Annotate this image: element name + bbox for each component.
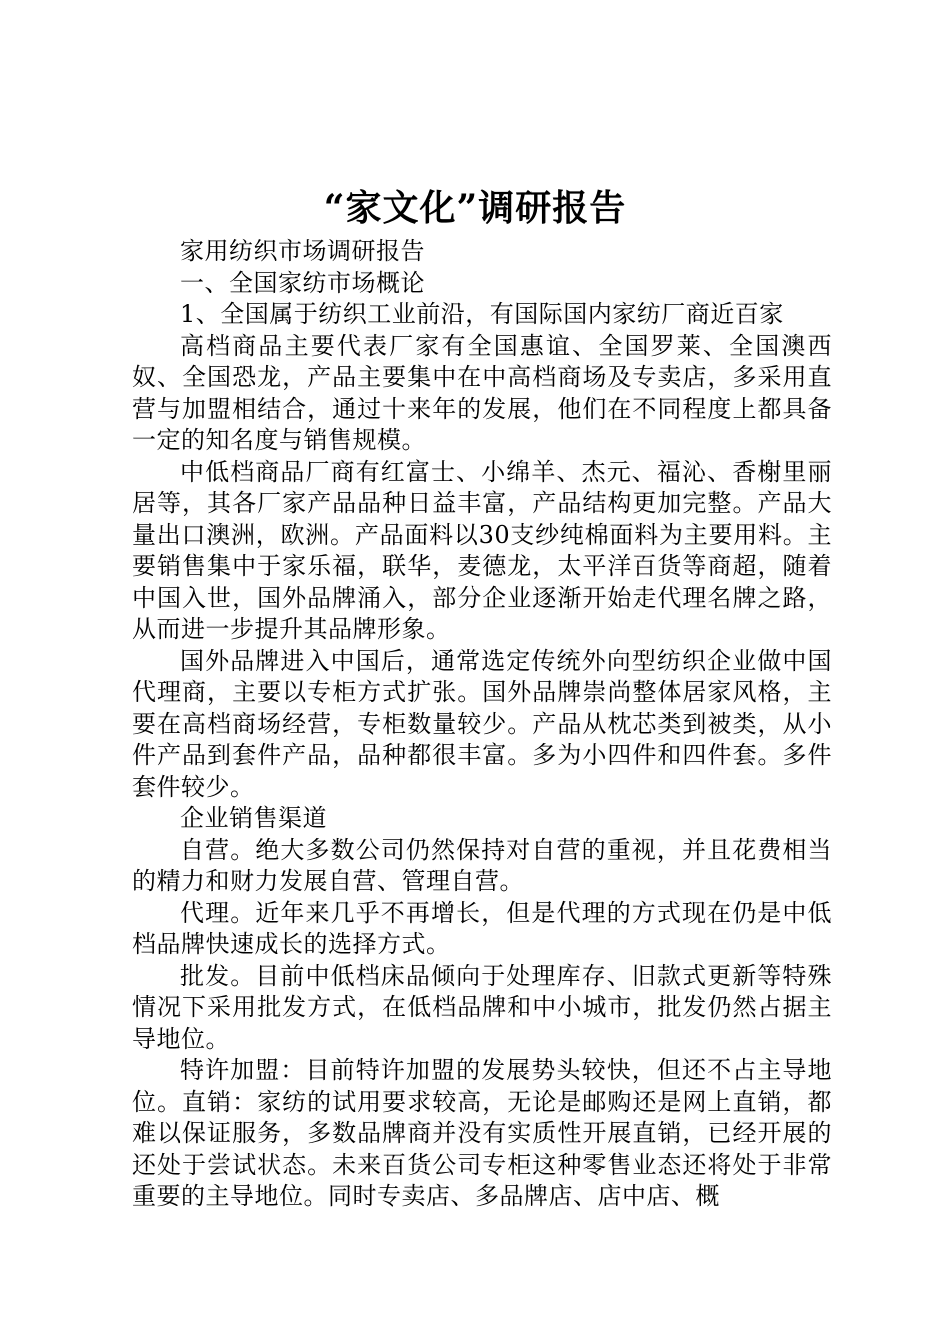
paragraph-franchise-direct-sales: 特许加盟：目前特许加盟的发展势头较快，但还不占主导地位。直销：家纺的试用要求较高，无论是邮购还是网上直销，都难以保证服务，多数品牌商并没有实质性开展直销，已经开展的还处于尝试状态。未来百货公司专柜这种零售业态还将处于非常重要的主导地位。同时专卖店、多品牌店、店中店、概: [132, 1056, 832, 1210]
paragraph-subsection-heading: 1、全国属于纺织工业前沿，有国际国内家纺厂商近百家: [180, 300, 784, 328]
paragraph-self-operated: 自营。绝大多数公司仍然保持对自营的重视，并且花费相当的精力和财力发展自营、管理自营。: [132, 835, 832, 895]
paragraph-agency: 代理。近年来几乎不再增长，但是代理的方式现在仍是中低档品牌快速成长的选择方式。: [132, 898, 832, 958]
paragraph-report-subtitle: 家用纺织市场调研报告: [180, 237, 425, 265]
paragraph-mid-low-end-products: 中低档商品厂商有红富士、小绵羊、杰元、福沁、香榭里丽居等，其各厂家产品品种日益丰富，产品结构更加完整。产品大量出口澳洲，欧洲。产品面料以30支纱纯棉面料为主要用料。主要销售集中于家乐福，联华，麦德龙，太平洋百货等商超，随着中国入世，国外品牌涌入，部分企业逐渐开始走代理名牌之路，从而进一步提升其品牌形象。: [132, 457, 832, 643]
paragraph-wholesale: 批发。目前中低档床品倾向于处理库存、旧款式更新等特殊情况下采用批发方式，在低档品牌和中小城市，批发仍然占据主导地位。: [132, 961, 832, 1053]
paragraph-section-heading: 一、全国家纺市场概论: [180, 268, 425, 297]
paragraph-high-end-products: 高档商品主要代表厂家有全国惠谊、全国罗莱、全国澳西奴、全国恐龙，产品主要集中在中高档商场及专卖店，多采用直营与加盟相结合，通过十来年的发展，他们在不同程度上都具备一定的知名度与销售规模。: [132, 331, 832, 454]
paragraph-foreign-brands: 国外品牌进入中国后，通常选定传统外向型纺织企业做中国代理商，主要以专柜方式扩张。国外品牌崇尚整体居家风格，主要在高档商场经营，专柜数量较少。产品从枕芯类到被类，从小件产品到套件产品，品种都很丰富。多为小四件和四件套。多件套件较少。: [132, 646, 832, 801]
paragraph-sales-channels-heading: 企业销售渠道: [180, 804, 327, 832]
document-body: [132, 236, 832, 1213]
document-title: “家文化”调研报告: [323, 187, 627, 229]
